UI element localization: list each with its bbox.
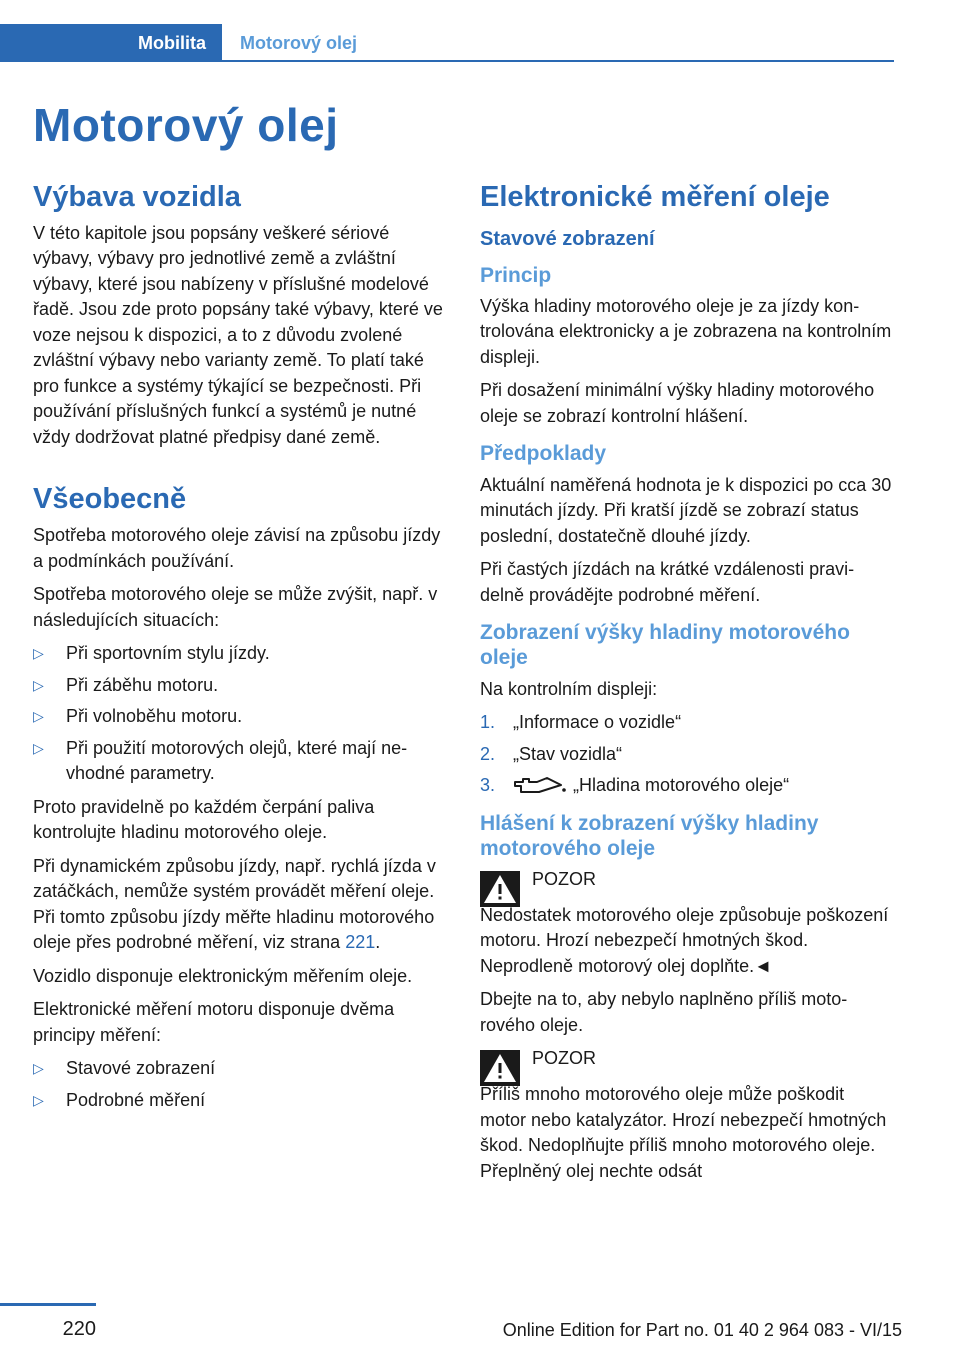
paragraph-with-link [33,854,443,956]
footer-rule [0,1303,96,1306]
step-number: 1. [480,712,496,733]
heading-vybava-vozidla: Výbava vozidla [33,181,241,213]
list-item [33,704,443,730]
warning-title: POZOR [532,868,597,889]
section-tab: Motorový olej [240,32,358,53]
bullet-triangle-icon: ▷ [33,645,44,662]
list-item-text: Stavové zobrazení [66,1058,216,1079]
list-item-text: Při použití motorových olejů, které mají nevhodné parametry. [66,737,408,784]
step-content [513,773,789,799]
warning-triangle-icon [480,1050,520,1086]
warning-block [480,867,892,907]
paragraph: Proto pravidelně po každém čerpání paliva kontrolujte hladinu motorového oleje. [33,796,375,843]
list-item [480,742,892,768]
step-text: „Stav vozidla“ [513,743,623,764]
list-item-text: Při volnoběhu motoru. [66,706,243,727]
paragraph: Dbejte na to, aby nebylo naplněno příliš motorového oleje. [480,989,848,1035]
heading-predpoklady: Předpoklady [480,442,607,466]
heading-princip: Princip [480,263,552,287]
page-title: Motorový olej [33,99,339,151]
step-text: „Hladina motorového oleje“ [573,775,790,796]
page-number: 220 [62,1318,96,1340]
step-number: 2. [480,743,496,764]
list-item [33,673,443,699]
header-rule [222,60,894,62]
paragraph: Při častých jízdách na krátké vzdálenosti pravidelně provádějte podrobné měření. [480,559,855,605]
list-item [480,710,892,736]
warning-title: POZOR [532,1048,597,1069]
heading-zobrazeni-vysky: Zobrazení výšky hladiny motorového oleje [480,621,850,670]
oil-can-icon [513,775,567,795]
list-item [33,641,443,667]
paragraph: Aktuální naměřená hodnota je k dispozici po cca 30 minutách jízdy. Při kratší jízdě se zobrazí status poslední, dostatečně dlouhé jízdy. [480,474,892,546]
paragraph-text: Při dynamickém způsobu jízdy, např. rychlá jízda v zatáčkách, nemůže systém provádět měření oleje. Při tomto způsobu jízdy měřte hladinu motorového oleje přes podrobné měření, viz strana [33,855,436,953]
edition-label: Online Edition for Part no. 01 40 2 964 083 - VI/15 [502,1320,902,1340]
chapter-tab[interactable]: Mobilita [0,24,222,62]
list-item [33,1088,443,1114]
paragraph: Při dosažení minimální výšky hladiny motorového oleje se zobrazí kontrolní hlášení. [480,380,875,426]
vybava-paragraph: V této kapitole jsou popsány veškeré sériové výbavy, výbavy pro jednotlivé země a zvláštní výbavy, které jsou nabízeny v příslušné modelové řadě. Jsou zde proto popsány také výbavy, které ve voze nejsou k dispozici, a to z důvodu zvolené zvláštní výbavy nebo varianty země. To platí také pro funkce a systémy týkající se bezpečnosti. Při používání příslušných funkcí a systémů je nutné vždy dodržovat platné předpisy dané země. [33,222,443,447]
paragraph: Výška hladiny motorového oleje je za jízdy kontrolována elektronicky a je zobrazena na kontrolním displeji. [480,295,892,367]
bullet-triangle-icon: ▷ [33,676,44,693]
warning-text: Nedostatek motorového oleje způsobuje poškození motoru. Hrozí nebezpečí hmotných škod. Neprodleně motorový olej doplňte.◄ [480,904,889,976]
step-text: „Informace o vozidle“ [513,712,682,733]
heading-elektronicke-mereni: Elektronické měření oleje [480,181,830,213]
list-item-text: Při záběhu motoru. [66,674,219,695]
bullet-triangle-icon: ▷ [33,1060,44,1077]
paragraph: Elektronické měření motoru disponuje dvěma principy měření: [33,999,395,1045]
principles-list [33,1056,443,1113]
list-item-text: Podrobné měření [66,1089,206,1110]
page-link-221[interactable]: 221 [345,932,376,953]
heading-hlaseni: Hlášení k zobrazení výšky hladiny motorového oleje [480,811,819,860]
warning-block [480,1046,892,1086]
paragraph: Na kontrolním displeji: [480,678,658,699]
bullet-triangle-icon: ▷ [33,739,44,756]
list-item [33,1056,443,1082]
paragraph-end: . [375,932,381,953]
right-column [480,180,892,1192]
heading-stavove-zobrazeni: Stavové zobrazení [480,227,655,250]
steps-list [480,710,892,799]
list-item-text: Při sportovním stylu jízdy. [66,643,270,664]
paragraph: Vozidlo disponuje elektronickým měřením oleje. [33,965,413,986]
bullet-triangle-icon: ▷ [33,1091,44,1108]
warning-text: Příliš mnoho motorového oleje může poškodit motor nebo katalyzátor. Hrozí nebezpečí hmotných škod. Nedoplňujte příliš mnoho motorového oleje. Přeplněný olej nechte odsát [480,1084,887,1181]
situations-list [33,641,443,787]
heading-vseobecne: Všeobecně [33,483,187,516]
list-item [480,773,892,799]
bullet-triangle-icon: ▷ [33,708,44,725]
list-item [33,736,443,787]
paragraph: Spotřeba motorového oleje závisí na způsobu jízdy a podmínkách používání. [33,525,441,571]
left-column [33,180,443,1121]
paragraph: Spotřeba motorového oleje se může zvýšit, např. v následujících situacích: [33,584,438,630]
step-number: 3. [480,775,496,796]
warning-triangle-icon [480,871,520,907]
